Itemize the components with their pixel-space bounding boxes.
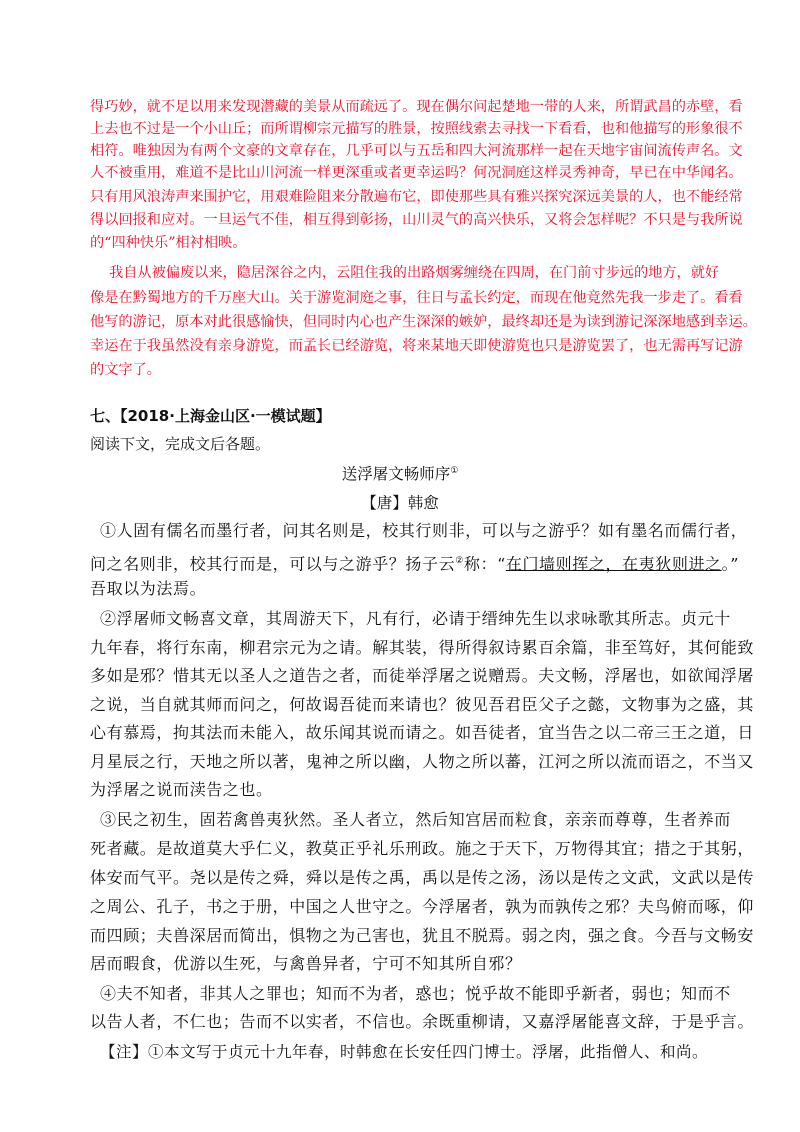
translation-line: 幸运在于我虽然没有亲身游览，而孟长已经游览，将来某地天即使游览也只是游览罢了，也无需再写记游 <box>90 338 743 354</box>
translation-line: 像是在黔蜀地方的千万座大山。关于游览洞庭之事，往日与孟长约定，而现在他竟然先我一步走了。看看 <box>90 290 743 306</box>
footnote-marker: ② <box>455 556 464 566</box>
passage-line: 之周公、孔子，书之于册，中国之人世守之。今浮屠者，孰为而孰传之邪？夫鸟俯而啄，仰 <box>90 897 755 916</box>
passage-line: 之说，当自就其师而问之，何故谒吾徒而来请也？彼见吾君臣父子之懿，文物事为之盛，其 <box>90 695 755 714</box>
translation-line: 的文字了。 <box>90 362 161 378</box>
passage-text: 。” <box>721 554 740 574</box>
passage-line: 体安而气平。尧以是传之舜，舜以是传之禹，禹以是传之汤，汤以是传之文武，文武以是传 <box>90 868 755 887</box>
translation-line: 只有用风浪涛声来围护它，用艰难险阻来分散遍布它，即使那些具有雅兴探究深远美景的人，也不能经常 <box>90 189 743 205</box>
title-text: 送浮屠文畅师序 <box>341 465 451 483</box>
underlined-quote: 在门墙则挥之，在夷狄则进之 <box>505 554 722 574</box>
passage-line: 以告人者，不仁也；告而不以实者，不信也。余既重柳请，又嘉浮屠能喜文辞，于是乎言。 <box>90 1012 755 1031</box>
translation-line: 他写的游记，原本对此很感愉快，但同时内心也产生深深的嫉妒，最终却还是为读到游记深深地感到幸运。 <box>90 314 757 330</box>
passage-line: ①人固有儒名而墨行者，问其名则是，校其行则非，可以与之游乎？如有墨名而儒行者， <box>100 521 748 540</box>
translation-line: 上去也不过是一个小山丘；而所谓柳宗元描写的胜景，按照线索去寻找一下看看，也和他描写的形象很不 <box>90 121 743 137</box>
passage-line: 死者藏。是故道莫大乎仁义，教莫正乎礼乐刑政。施之于天下，万物得其宜；措之于其躬， <box>90 839 755 858</box>
passage-line: ④夫不知者，非其人之罪也；知而不为者，惑也；悦乎故不能即乎新者，弱也；知而不 <box>100 984 731 1003</box>
passage-line: 月星辰之行，天地之所以著，鬼神之所以幽，人物之所以蕃，江河之所以流而语之，不当又 <box>90 752 755 771</box>
translation-line: 相符。唯独因为有两个文豪的文章存在，几乎可以与五岳和四大河流那样一起在天地宇宙间流传声名。文 <box>90 143 743 159</box>
footnote: 【注】①本文写于贞元十九年春，时韩愈在长安任四门博士。浮屠，此指僧人、和尚。 <box>100 1043 709 1061</box>
passage-line: 而四顾；夫兽深居而简出，惧物之为己害也，犹且不脱焉。弱之肉，强之食。今吾与文畅安 <box>90 926 755 945</box>
passage-line: ③民之初生，固若禽兽夷狄然。圣人者立，然后知宫居而粒食，亲亲而尊尊，生者养而 <box>100 810 731 829</box>
translation-line: 我自从被偏废以来，隐居深谷之内，云阻住我的出路烟雾缠绕在四周，在门前寸步远的地方，就好 <box>109 265 720 281</box>
passage-text: 问之名则非，校其行而是，可以与之游乎？扬子云 <box>90 554 456 574</box>
passage-line: 居而暇食，优游以生死，与禽兽异者，宁可不知其所自邪？ <box>90 954 522 973</box>
passage-line: 九年春，将行东南，柳君宗元为之请。解其装，得所得叙诗累百余篇，非至笃好，其何能致 <box>90 638 755 657</box>
section-heading: 七、【2018·上海金山区·一模试题】 <box>90 407 331 425</box>
passage-line: 为浮屠之说而渎告之也。 <box>90 780 273 799</box>
passage-text: 称：“ <box>463 554 506 574</box>
translation-line: 得以回报和应对。一旦运气不佳，相互得到彰扬，山川灵气的高兴快乐，又将会怎样呢？不只是与我所说 <box>90 212 743 228</box>
passage-line: 多如是邪？惜其无以圣人之道告之者，而徒举浮屠之说赠焉。夫文畅，浮屠也，如欲闻浮屠 <box>90 666 755 685</box>
passage-title <box>0 462 800 484</box>
passage-line: 吾取以为法焉。 <box>90 579 207 598</box>
translation-line: 得巧妙，就不足以用来发现潜藏的美景从而疏远了。现在偶尔问起楚地一带的人来，所谓武昌的赤壁，看 <box>90 99 743 115</box>
title-footnote-marker: ① <box>450 465 459 476</box>
passage-author: 【唐】韩愈 <box>361 494 439 512</box>
translation-line: 的“四种快乐”相衬相映。 <box>90 235 247 251</box>
instruction-text: 阅读下文，完成文后各题。 <box>90 435 271 453</box>
passage-line: ②浮屠师文畅喜文章，其周游天下，凡有行，必请于缙绅先生以求咏歌其所志。贞元十 <box>100 609 731 628</box>
translation-line: 人不被重用，难道不是比山川河流一样更深重或者更幸运吗？何况洞庭这样灵秀神奇，早已在中华闻名。 <box>90 165 743 181</box>
passage-line: 心有慕焉，拘其法而未能入，故乐闻其说而请之。如吾徒者，宜当告之以二帝三王之道，日 <box>90 723 755 742</box>
passage-line <box>90 551 740 574</box>
